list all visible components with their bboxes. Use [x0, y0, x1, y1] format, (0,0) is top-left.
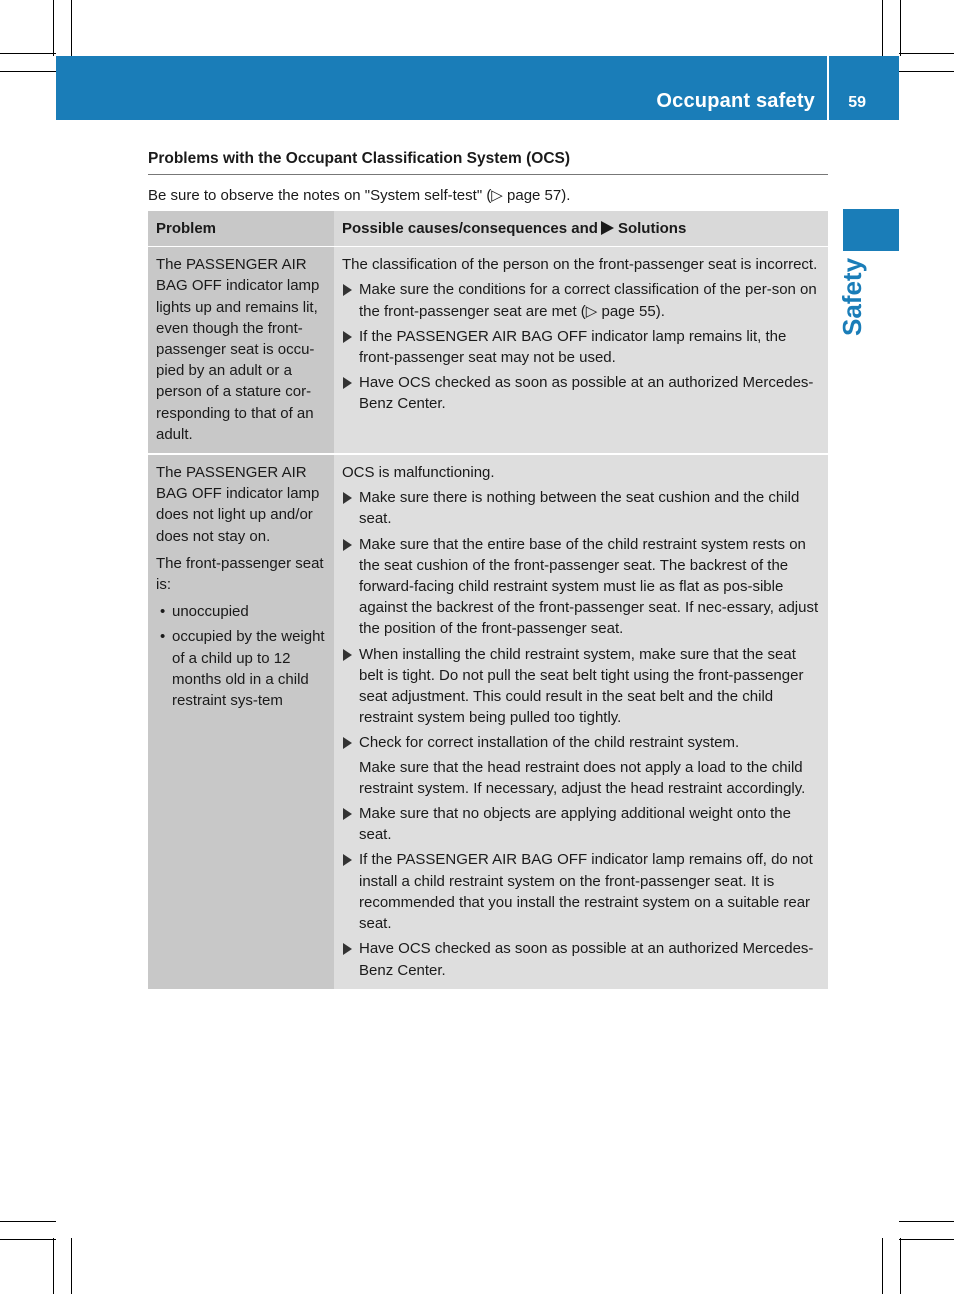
crop-mark: [71, 0, 72, 56]
crop-mark: [899, 71, 954, 72]
step-item: [342, 279, 820, 321]
cause-text: The classification of the person on the front-passenger seat is incorrect.: [342, 256, 818, 274]
crop-mark: [71, 1238, 72, 1294]
page-header: [56, 56, 899, 120]
chapter-tab: [843, 209, 899, 251]
bullet-icon: •: [160, 628, 166, 646]
step-arrow-icon: [343, 808, 352, 820]
step-arrow-icon: [343, 854, 352, 866]
table-row: [148, 247, 828, 454]
step-text: If the PASSENGER AIR BAG OFF indicator lamp remains lit, the front-passenger seat may not be used.: [359, 327, 787, 367]
step-arrow-icon: [343, 284, 352, 296]
step-item: [342, 644, 820, 729]
crop-mark: [0, 71, 56, 72]
step-text: Check for correct installation of the child restraint system.: [359, 734, 740, 752]
table-row: [148, 454, 828, 989]
crop-mark: [882, 1238, 883, 1294]
step-item: [342, 372, 820, 414]
bullet-icon: •: [160, 603, 166, 621]
cause-text: OCS is malfunctioning.: [342, 464, 495, 482]
step-text: Make sure the conditions for a correct classification of the per-son on the front-passenger seat are met (▷ page 55).: [359, 281, 817, 320]
col-header-problem: Problem: [148, 211, 334, 247]
page-number: 59: [848, 94, 866, 111]
section-heading: Problems with the Occupant Classification System (OCS): [148, 150, 828, 175]
step-item: [342, 732, 820, 753]
crop-mark: [0, 1239, 56, 1240]
section-title: Occupant safety: [656, 90, 815, 112]
step-text: Have OCS checked as soon as possible at an authorized Mercedes-Benz Center.: [359, 374, 814, 413]
step-text: Make sure that no objects are applying additional weight onto the seat.: [359, 805, 791, 844]
crop-mark: [53, 0, 54, 56]
step-text: When installing the child restraint system, make sure that the seat belt is tight. Do not pull the seat belt tight using the front-passenger seat adjustment. This could result in the seat belt and the child restraint system being pulled too tightly.: [359, 645, 804, 727]
problem-text: The PASSENGER AIR BAG OFF indicator lamp does not light up and/or does not stay on.: [156, 464, 320, 545]
header-divider: [827, 56, 829, 120]
problem-text: The PASSENGER AIR BAG OFF indicator lamp lights up and remains lit, even though the front-passenger seat is occu-pied by an adult or a person of a stature cor-responding to that of an adult.: [156, 256, 320, 443]
list-item-text: occupied by the weight of a child up to 12 months old in a child restraint sys-tem: [172, 628, 325, 710]
crop-mark: [53, 1238, 54, 1294]
problem-text: The front-passenger seat is:: [156, 554, 324, 594]
step-item: [342, 938, 820, 980]
arrow-right-icon: [601, 221, 614, 235]
step-item: [342, 487, 820, 529]
step-text: If the PASSENGER AIR BAG OFF indicator lamp remains off, do not install a child restraint system on the front-passenger seat. It is recommended that you install the restraint system on a suitable rear seat.: [359, 851, 813, 933]
crop-mark: [900, 0, 901, 56]
crop-mark: [882, 0, 883, 56]
step-arrow-icon: [343, 649, 352, 661]
step-text: Have OCS checked as soon as possible at an authorized Mercedes-Benz Center.: [359, 940, 814, 979]
list-item: [156, 626, 326, 711]
step-note: Make sure that the head restraint does not apply a load to the child restraint system. If necessary, adjust the head restraint accordingly.: [359, 758, 806, 797]
col-header-solutions-text: Solutions: [617, 220, 687, 237]
list-item-text: unoccupied: [172, 603, 249, 621]
problem-cell: [148, 247, 334, 454]
ocs-problem-table: [148, 211, 828, 989]
step-arrow-icon: [343, 331, 352, 343]
step-text: Make sure that the entire base of the child restraint system rests on the seat cushion of the front-passenger seat. The backrest of the forward-facing child restraint system must lie as flat as pos-sible against the backrest of the front-passenger seat. If nec-essary, adjust the position of the front-passenger seat.: [359, 535, 819, 638]
crop-mark: [899, 53, 954, 54]
crop-mark: [0, 1221, 56, 1222]
crop-mark: [900, 1238, 901, 1294]
step-item: [342, 803, 820, 845]
step-item: [342, 326, 820, 368]
step-arrow-icon: [343, 539, 352, 551]
solution-cell: [334, 454, 828, 989]
crop-mark: [899, 1221, 954, 1222]
step-arrow-icon: [343, 492, 352, 504]
intro-text: Be sure to observe the notes on "System self-test" (▷ page 57).: [148, 187, 571, 204]
step-arrow-icon: [343, 377, 352, 389]
step-arrow-icon: [343, 943, 352, 955]
list-item: [156, 601, 326, 622]
crop-mark: [899, 1239, 954, 1240]
problem-cell: [148, 454, 334, 989]
solution-cell: [334, 247, 828, 454]
step-text: Make sure there is nothing between the seat cushion and the child seat.: [359, 489, 800, 528]
step-arrow-icon: [343, 737, 352, 749]
crop-mark: [0, 53, 56, 54]
col-header-causes-text: Possible causes/consequences and: [342, 220, 598, 237]
table-header-row: [148, 211, 828, 247]
col-header-solutions: [334, 211, 828, 247]
step-item: [342, 849, 820, 934]
step-item: [342, 534, 820, 640]
chapter-label-text: Safety: [837, 257, 867, 336]
